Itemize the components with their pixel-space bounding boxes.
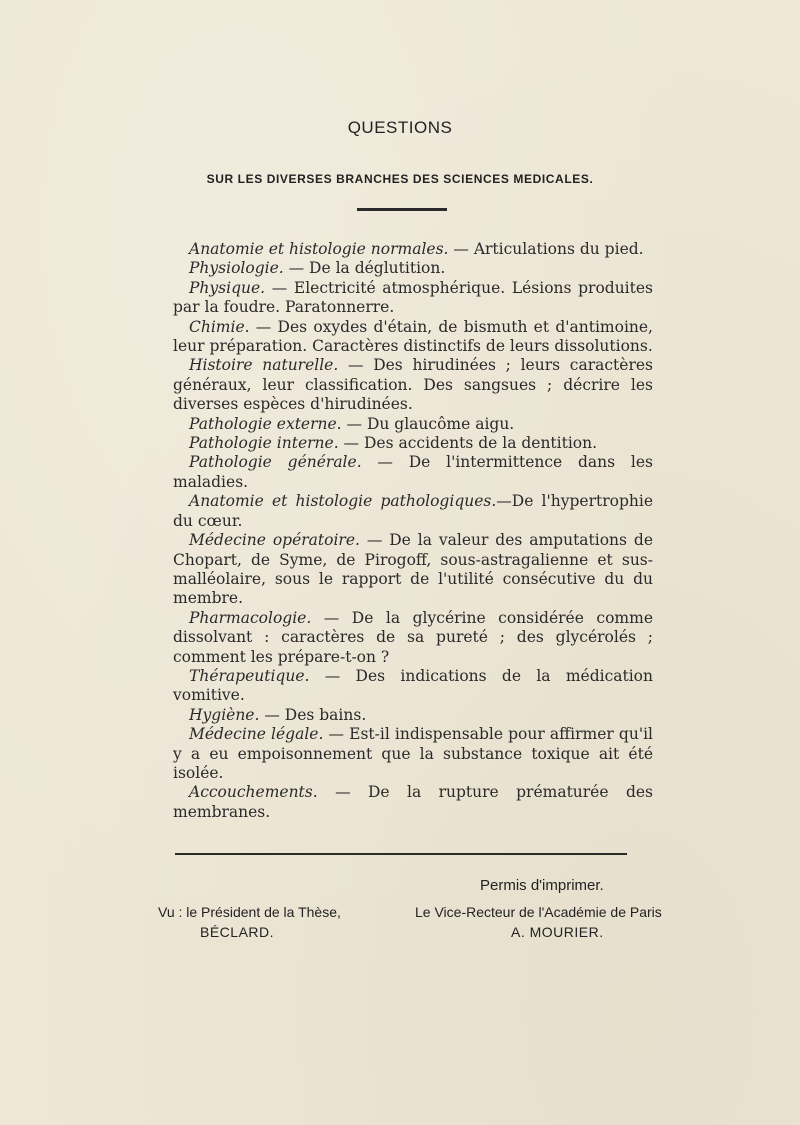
question-medecine-operatoire — [173, 531, 653, 609]
imprimatur-label: Permis d'imprimer. — [480, 877, 604, 894]
footer-divider — [175, 853, 627, 855]
question-hygiene — [173, 706, 653, 725]
question-text: — De la rupture prématurée des membranes. — [173, 783, 653, 821]
president-name: BÉCLARD. — [200, 924, 275, 940]
title-divider — [357, 208, 447, 211]
question-pathologie-interne — [173, 434, 653, 453]
question-text: — De la glycérine considérée comme dissolvant : caractères de sa pureté ; des glycérolés ; comment les prépare-t-on ? — [173, 608, 653, 666]
question-text: — Electricité atmosphérique. Lésions produites par la foudre. Paratonnerre. — [173, 278, 653, 317]
question-text: — Des accidents de la dentition. — [338, 434, 598, 453]
question-subject: Histoire naturelle. — [189, 356, 339, 375]
question-text: — Des indications de la médication vomitive. — [173, 666, 653, 705]
vice-recteur-title: Le Vice-Recteur de l'Académie de Paris — [415, 904, 662, 920]
vice-recteur-signature-block — [415, 902, 665, 942]
question-medecine-legale — [173, 725, 653, 783]
question-subject: Accouchements. — [189, 783, 318, 802]
vice-recteur-name: A. MOURIER. — [511, 924, 604, 940]
question-subject: Physiologie. — [189, 259, 284, 278]
question-subject: Anatomie et histologie pathologiques. — [189, 492, 497, 511]
question-text: — Des oxydes d'étain, de bismuth et d'antimoine, leur préparation. Caractères distinctifs de leurs dissolutions. — [173, 317, 653, 356]
question-physiologie — [173, 259, 653, 278]
question-subject: Pharmacologie. — [189, 608, 312, 627]
question-text: — De la déglutition. — [283, 259, 446, 278]
question-subject: Pathologie interne. — [189, 434, 339, 453]
question-subject: Médecine légale. — [189, 725, 324, 744]
president-title: Vu : le Président de la Thèse, — [158, 904, 341, 920]
question-subject: Anatomie et histologie normales. — [189, 240, 449, 258]
question-chimie — [173, 318, 653, 357]
question-pathologie-externe — [173, 415, 653, 434]
question-subject: Pathologie externe. — [189, 414, 342, 433]
question-histoire-naturelle — [173, 356, 653, 414]
page-subtitle: SUR LES DIVERSES BRANCHES DES SCIENCES MEDICALES. — [206, 172, 594, 186]
question-accouchements — [173, 783, 653, 822]
question-text: —De l'hypertrophie du cœur. — [173, 492, 653, 530]
question-text: — De la valeur des amputations de Chopart, de Syme, de Pirogoff, sous-astragalienne et sus-malléolaire, sous le rapport de l'utilité consécutive du du membre. — [173, 531, 653, 608]
question-anatomie-pathologique — [173, 492, 653, 531]
question-text: — Du glaucôme aigu. — [341, 414, 515, 433]
question-physique — [173, 279, 653, 318]
question-therapeutique — [173, 667, 653, 706]
question-subject: Pathologie générale. — [189, 453, 362, 472]
question-subject: Physique. — [189, 278, 266, 297]
question-anatomie — [173, 240, 653, 259]
questions-list — [173, 240, 653, 822]
question-text: — Articulations du pied. — [448, 240, 644, 258]
question-subject: Hygiène. — [189, 705, 260, 724]
question-pharmacologie — [173, 609, 653, 667]
question-text: — Des bains. — [259, 705, 367, 724]
question-text: — Est-il indispensable pour affirmer qu'il y a eu empoisonnement que la substance toxique ait été isolée. — [173, 725, 653, 782]
question-text: — Des hirudinées ; leurs caractères généraux, leur classification. Des sangsues ; décrire les diverses espèces d'hirudinées. — [173, 356, 653, 414]
president-signature-block — [158, 902, 398, 942]
page-title: QUESTIONS — [347, 118, 453, 137]
question-pathologie-generale — [173, 453, 653, 492]
question-text: — De l'intermittence dans les maladies. — [173, 453, 653, 491]
question-subject: Médecine opératoire. — [189, 531, 360, 550]
question-subject: Chimie. — [189, 317, 250, 336]
question-subject: Thérapeutique. — [189, 666, 310, 685]
